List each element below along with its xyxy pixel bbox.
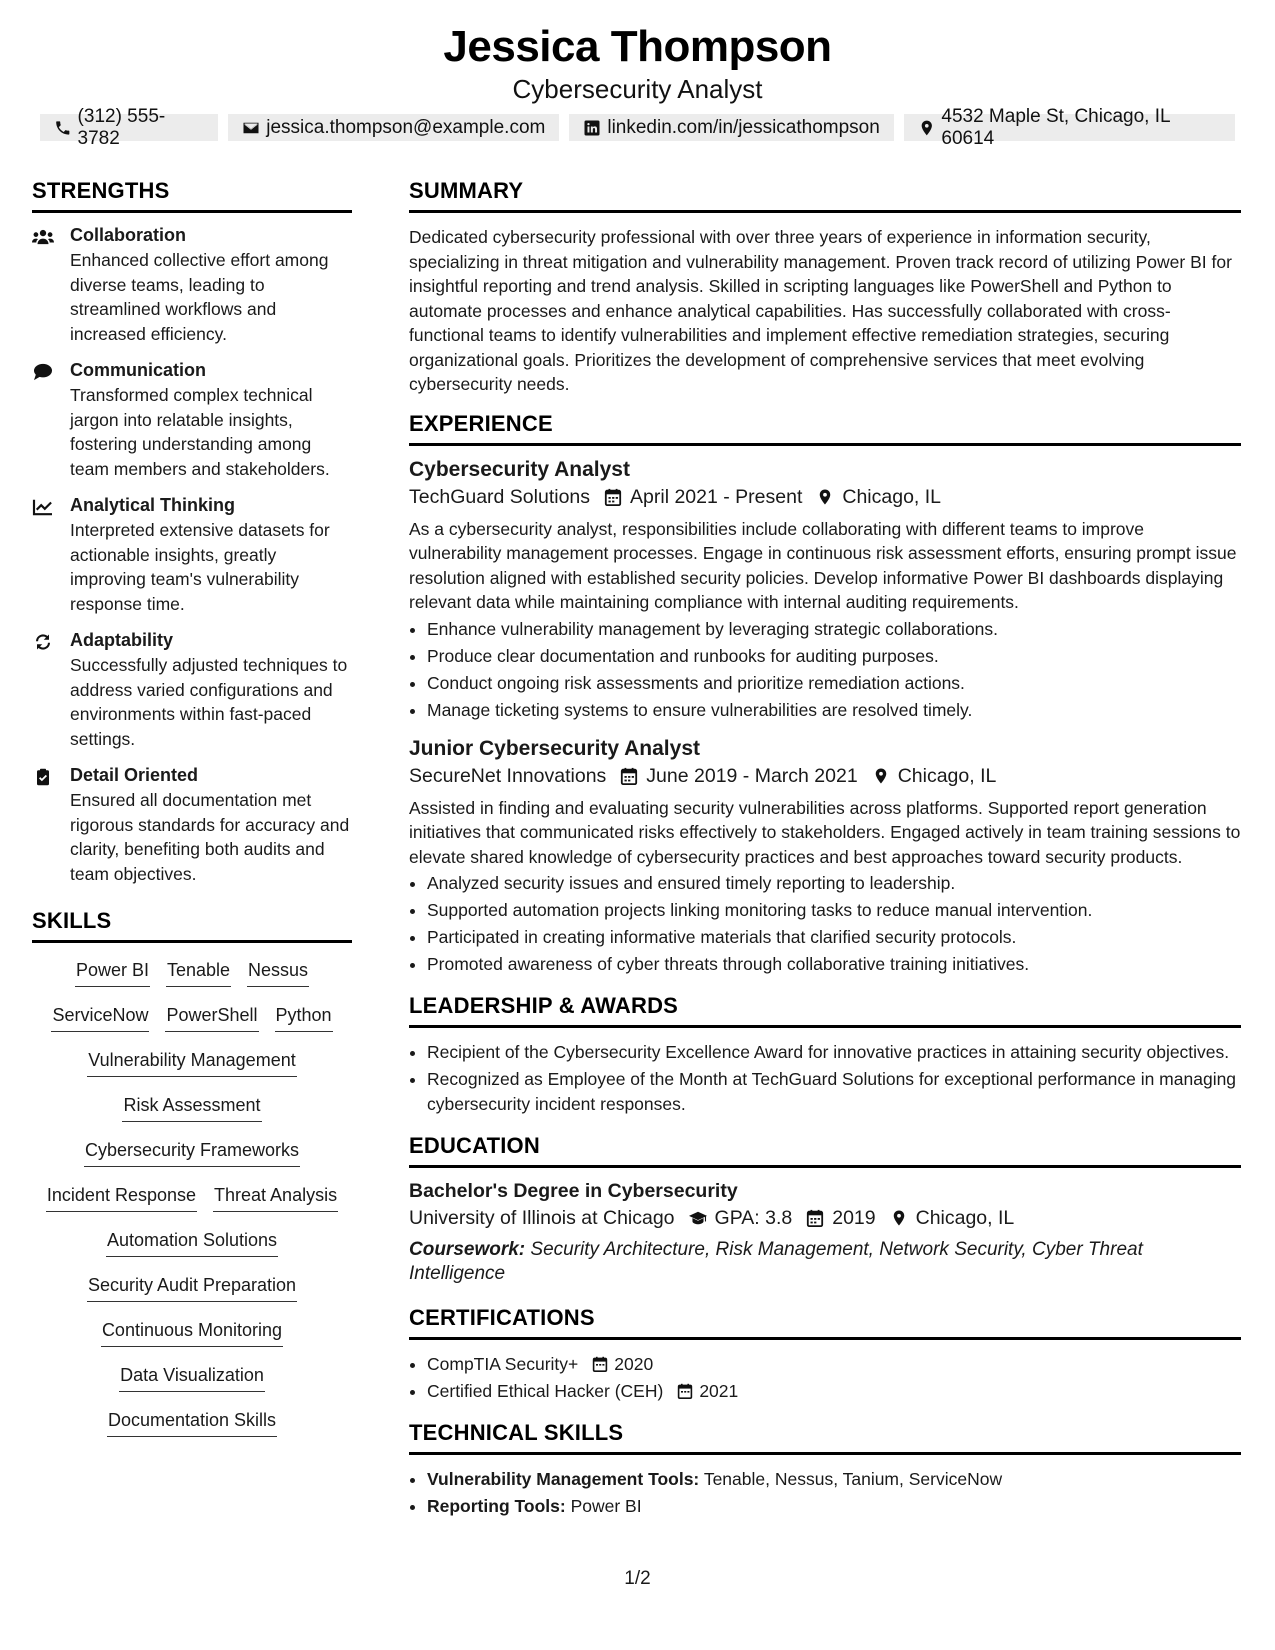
certifications-heading: CERTIFICATIONS: [409, 1305, 1241, 1340]
skill-tag: Documentation Skills: [107, 1407, 277, 1437]
education-heading: EDUCATION: [409, 1133, 1241, 1168]
job-meta: [409, 486, 1241, 509]
calendar-icon: [620, 767, 638, 785]
skill-tag: Threat Analysis: [213, 1182, 338, 1212]
phone-text: (312) 555-3782: [77, 105, 166, 149]
job-dates: June 2019 - March 2021: [646, 764, 858, 787]
coursework-label: Coursework:: [409, 1238, 526, 1260]
right-column: [409, 178, 1241, 1521]
job-location: Chicago, IL: [897, 764, 997, 787]
tech-value: Tenable, Nessus, Tanium, ServiceNow: [703, 1468, 1003, 1489]
job-company: TechGuard Solutions: [409, 485, 591, 508]
job-title: Junior Cybersecurity Analyst: [409, 736, 700, 760]
job-meta: [409, 765, 1241, 788]
skill-tag: Incident Response: [46, 1182, 197, 1212]
strength-title: Communication: [70, 360, 207, 380]
calendar-icon: [806, 1209, 824, 1227]
skills-list: [32, 955, 352, 1437]
chat-bubble-icon: [32, 363, 54, 381]
job-title: Cybersecurity Analyst: [409, 457, 630, 481]
cert-name: • Certified Ethical Hacker (CEH): [427, 1380, 664, 1401]
certifications-list: [409, 1352, 1241, 1404]
map-marker-icon: [816, 488, 834, 506]
summary-heading: SUMMARY: [409, 178, 1241, 213]
calendar-icon: [677, 1383, 693, 1399]
cert-name: • CompTIA Security+: [427, 1353, 579, 1374]
experience-heading: EXPERIENCE: [409, 411, 1241, 446]
skill-tag: Security Audit Preparation: [87, 1272, 297, 1302]
technical-skill-item: [427, 1494, 1241, 1519]
job-bullet: • Analyzed security issues and ensured timely reporting to leadership.: [427, 871, 1241, 896]
strength-title: Collaboration: [70, 225, 186, 245]
job-entry: [409, 458, 1241, 723]
candidate-name: Jessica Thompson: [443, 22, 832, 71]
certification-item: [427, 1379, 1241, 1404]
phone-icon: [54, 119, 72, 137]
skill-tag: Nessus: [247, 957, 309, 987]
summary-text: Dedicated cybersecurity professional with over three years of experience in information security, specializing in threat mitigation and vulnerability management. Proven track record of utilizing Power BI for insightful reporting and trend analysis. Skilled in scripting languages like PowerShell and Python to automate processes and enhance analytical capabilities. Has successfully collaborated with cross-functional teams to identify vulnerabilities and implement effective remediation strategies, securing organizational goals. Prioritizes the development of comprehensive services that meet evolving cybersecurity needs.: [409, 227, 1232, 394]
calendar-icon: [592, 1356, 608, 1372]
strength-desc: Transformed complex technical jargon into relatable insights, fostering understanding among team members and stakeholders.: [70, 385, 330, 479]
contact-email[interactable]: [228, 114, 559, 141]
left-column: [32, 178, 352, 1437]
skills-heading: SKILLS: [32, 908, 352, 943]
job-dates: April 2021 - Present: [630, 485, 803, 508]
strength-item: [32, 495, 352, 616]
address-text: 4532 Maple St, Chicago, IL 60614: [941, 105, 1170, 149]
job-bullet: • Supported automation projects linking monitoring tasks to reduce manual intervention.: [427, 898, 1241, 923]
linkedin-icon: [583, 119, 601, 137]
coursework-text: Security Architecture, Risk Management, Network Security, Cyber Threat Intelligence: [409, 1238, 1143, 1284]
leadership-list: [409, 1040, 1241, 1116]
page-number: 1/2: [624, 1568, 651, 1589]
cert-year: 2020: [614, 1353, 654, 1374]
award-item: • Recipient of the Cybersecurity Excellence Award for innovative practices in attaining security objectives.: [427, 1040, 1241, 1065]
school-location: Chicago, IL: [915, 1206, 1015, 1229]
job-bullets: [409, 871, 1241, 977]
email-text: jessica.thompson@example.com: [266, 116, 546, 138]
education-meta: [409, 1207, 1241, 1230]
contact-linkedin[interactable]: [569, 114, 893, 141]
skill-tag: Automation Solutions: [106, 1227, 278, 1257]
strength-desc: Ensured all documentation met rigorous standards for accuracy and clarity, benefiting both audits and team objectives.: [70, 790, 350, 884]
tech-label: Reporting Tools:: [427, 1495, 566, 1516]
strength-desc: Enhanced collective effort among diverse teams, leading to streamlined workflows and increased efficiency.: [70, 250, 329, 344]
strength-title: Analytical Thinking: [70, 495, 236, 515]
skill-tag: ServiceNow: [51, 1002, 149, 1032]
leadership-heading: LEADERSHIP & AWARDS: [409, 993, 1241, 1028]
job-bullet: • Produce clear documentation and runbooks for auditing purposes.: [427, 644, 1241, 669]
users-icon: [32, 228, 54, 246]
job-bullet: • Manage ticketing systems to ensure vulnerabilities are resolved timely.: [427, 698, 1241, 723]
linkedin-text: linkedin.com/in/jessicathompson: [607, 116, 880, 138]
technical-skills-list: [409, 1467, 1241, 1519]
envelope-icon: [242, 119, 260, 137]
sync-icon: [32, 633, 54, 651]
technical-skill-item: [427, 1467, 1241, 1492]
job-location: Chicago, IL: [842, 485, 942, 508]
skill-tag: Power BI: [75, 957, 150, 987]
strength-desc: Successfully adjusted techniques to address varied configurations and environments within fast-paced settings.: [70, 655, 348, 749]
school-name: University of Illinois at Chicago: [409, 1206, 675, 1229]
contact-bar: [40, 105, 1235, 149]
job-bullet: • Participated in creating informative materials that clarified security protocols.: [427, 925, 1241, 950]
skill-tag: PowerShell: [165, 1002, 258, 1032]
coursework: [409, 1238, 1241, 1287]
contact-phone[interactable]: [40, 105, 218, 149]
technical-skills-heading: TECHNICAL SKILLS: [409, 1420, 1241, 1455]
gpa-text: GPA: 3.8: [714, 1206, 793, 1229]
contact-address: [904, 105, 1235, 149]
job-bullet: • Conduct ongoing risk assessments and prioritize remediation actions.: [427, 671, 1241, 696]
skill-tag: Data Visualization: [119, 1362, 265, 1392]
graduation-cap-icon: [689, 1209, 707, 1227]
job-description: Assisted in finding and evaluating security vulnerabilities across platforms. Supported report generation initiatives that communicated risks effectively to stakeholders. Engaged actively in team training sessions to elevate shared knowledge of cybersecurity practices and best approaches toward security products.: [409, 797, 1241, 867]
job-bullet: • Enhance vulnerability management by leveraging strategic collaborations.: [427, 617, 1241, 642]
job-company: SecureNet Innovations: [409, 764, 607, 787]
strength-item: [32, 225, 352, 346]
map-marker-icon: [918, 119, 936, 137]
strength-item: [32, 360, 352, 481]
certification-item: [427, 1352, 1241, 1377]
strengths-heading: STRENGTHS: [32, 178, 352, 213]
map-marker-icon: [890, 1209, 908, 1227]
cert-year: 2021: [699, 1380, 739, 1401]
award-item: • Recognized as Employee of the Month at TechGuard Solutions for exceptional performance in managing cybersecurity incident responses.: [427, 1067, 1241, 1116]
strength-item: [32, 765, 352, 886]
candidate-title: Cybersecurity Analyst: [512, 74, 763, 104]
tech-value: Power BI: [570, 1495, 642, 1516]
job-bullets: [409, 617, 1241, 723]
skill-tag: Tenable: [166, 957, 231, 987]
graduation-year: 2019: [832, 1206, 876, 1229]
tech-label: Vulnerability Management Tools:: [427, 1468, 700, 1489]
skill-tag: Continuous Monitoring: [101, 1317, 283, 1347]
degree-title: Bachelor's Degree in Cybersecurity: [409, 1179, 738, 1202]
job-description: As a cybersecurity analyst, responsibilities include collaborating with different teams to improve vulnerability management processes. Engage in continuous risk assessment efforts, ensuring prompt issue resolution aligned with established security policies. Develop informative Power BI dashboards displaying relevant data while maintaining compliance with internal auditing requirements.: [409, 518, 1237, 612]
chart-line-icon: [32, 498, 54, 516]
clipboard-check-icon: [32, 768, 54, 786]
job-bullet: • Promoted awareness of cyber threats through collaborative training initiatives.: [427, 952, 1241, 977]
strength-title: Adaptability: [70, 630, 174, 650]
map-marker-icon: [872, 767, 890, 785]
calendar-icon: [604, 488, 622, 506]
strength-item: [32, 630, 352, 751]
skill-tag: Risk Assessment: [122, 1092, 261, 1122]
skill-tag: Vulnerability Management: [87, 1047, 296, 1077]
skill-tag: Python: [275, 1002, 333, 1032]
skill-tag: Cybersecurity Frameworks: [84, 1137, 300, 1167]
strength-desc: Interpreted extensive datasets for actionable insights, greatly improving team's vulnerability response time.: [70, 520, 330, 614]
job-entry: [409, 737, 1241, 977]
strength-title: Detail Oriented: [70, 765, 199, 785]
